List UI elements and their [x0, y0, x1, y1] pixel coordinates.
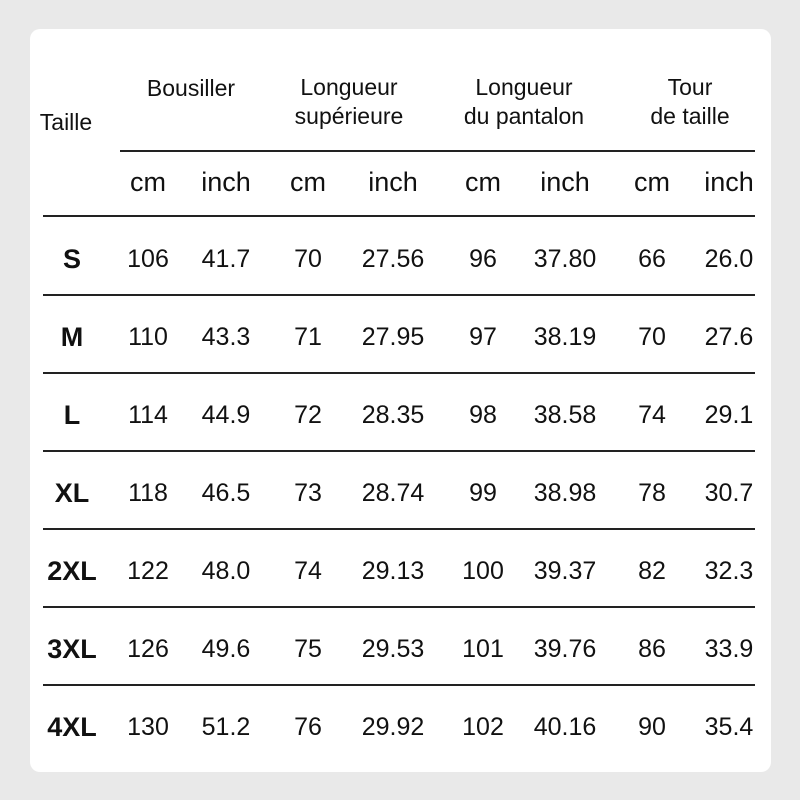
- unit-header: inch: [201, 166, 251, 197]
- table-cell: 28.74: [361, 478, 425, 507]
- row-divider: [43, 215, 755, 217]
- group-header-line2: supérieure: [294, 103, 404, 129]
- table-cell: 114: [128, 400, 168, 429]
- group-header-line1: Bousiller: [146, 75, 236, 101]
- table-cell: 98: [469, 400, 497, 429]
- row-divider: [43, 450, 755, 452]
- size-label: S: [62, 243, 81, 274]
- table-cell: 126: [127, 634, 169, 663]
- header-divider: [120, 150, 755, 152]
- group-header: [605, 70, 775, 134]
- row-divider: [43, 372, 755, 374]
- group-header: [439, 70, 609, 134]
- table-cell: 102: [462, 712, 504, 741]
- table-cell: 97: [469, 322, 497, 351]
- unit-header: inch: [540, 166, 590, 197]
- row-divider: [43, 294, 755, 296]
- table-cell: 32.3: [704, 556, 754, 585]
- table-cell: 43.3: [201, 322, 251, 351]
- table-cell: 78: [638, 478, 666, 507]
- table-cell: 76: [294, 712, 322, 741]
- group-header: [264, 70, 434, 134]
- group-header-line1: Longueur: [475, 74, 573, 100]
- size-label: 2XL: [47, 555, 97, 586]
- unit-header: cm: [634, 166, 670, 197]
- table-cell: 29.53: [361, 634, 425, 663]
- unit-header: cm: [290, 166, 326, 197]
- size-label: 3XL: [47, 633, 97, 664]
- table-cell: 51.2: [201, 712, 251, 741]
- table-cell: 86: [638, 634, 666, 663]
- group-header-line2: de taille: [650, 103, 730, 129]
- table-cell: 90: [638, 712, 666, 741]
- table-cell: 118: [128, 478, 168, 507]
- table-cell: 38.19: [533, 322, 597, 351]
- table-cell: 35.4: [704, 712, 754, 741]
- size-label: M: [60, 321, 84, 352]
- row-divider: [43, 528, 755, 530]
- table-cell: 39.76: [533, 634, 597, 663]
- table-cell: 96: [469, 244, 497, 273]
- table-cell: 99: [469, 478, 497, 507]
- size-label: XL: [54, 477, 90, 508]
- table-cell: 38.58: [533, 400, 597, 429]
- table-cell: 122: [127, 556, 169, 585]
- table-cell: 74: [294, 556, 322, 585]
- table-cell: 101: [462, 634, 504, 663]
- size-chart-card: [30, 29, 771, 772]
- table-cell: 100: [462, 556, 504, 585]
- table-cell: 37.80: [533, 244, 597, 273]
- table-cell: 38.98: [533, 478, 597, 507]
- table-cell: 74: [638, 400, 666, 429]
- group-header-line1: Tour: [667, 74, 713, 100]
- table-cell: 46.5: [201, 478, 251, 507]
- size-label: L: [63, 399, 81, 430]
- table-cell: 30.7: [704, 478, 754, 507]
- table-cell: 70: [638, 322, 666, 351]
- unit-header: inch: [368, 166, 418, 197]
- table-cell: 29.92: [361, 712, 425, 741]
- table-cell: 28.35: [361, 400, 425, 429]
- table-cell: 33.9: [704, 634, 754, 663]
- table-cell: 29.13: [361, 556, 425, 585]
- table-cell: 75: [294, 634, 322, 663]
- table-cell: 40.16: [533, 712, 597, 741]
- table-cell: 44.9: [201, 400, 251, 429]
- table-cell: 66: [638, 244, 666, 273]
- table-cell: 82: [638, 556, 666, 585]
- table-cell: 29.1: [704, 400, 754, 429]
- table-cell: 71: [294, 322, 322, 351]
- table-cell: 27.6: [704, 322, 754, 351]
- table-cell: 27.56: [361, 244, 425, 273]
- table-cell: 26.0: [704, 244, 754, 273]
- group-header-line1: Longueur: [300, 74, 398, 100]
- table-cell: 41.7: [201, 244, 251, 273]
- group-header-line2: du pantalon: [463, 103, 585, 129]
- unit-header: inch: [704, 166, 754, 197]
- table-cell: 130: [127, 712, 169, 741]
- table-cell: 27.95: [361, 322, 425, 351]
- size-label: 4XL: [47, 711, 97, 742]
- size-column-header: Taille: [39, 108, 93, 135]
- unit-header: cm: [465, 166, 501, 197]
- table-cell: 110: [128, 322, 168, 351]
- table-cell: 106: [127, 244, 169, 273]
- table-cell: 48.0: [201, 556, 251, 585]
- row-divider: [43, 606, 755, 608]
- table-cell: 72: [294, 400, 322, 429]
- unit-header: cm: [130, 166, 166, 197]
- table-cell: 39.37: [533, 556, 597, 585]
- row-divider: [43, 684, 755, 686]
- group-header: [106, 74, 276, 138]
- table-cell: 73: [294, 478, 322, 507]
- table-cell: 49.6: [201, 634, 251, 663]
- table-cell: 70: [294, 244, 322, 273]
